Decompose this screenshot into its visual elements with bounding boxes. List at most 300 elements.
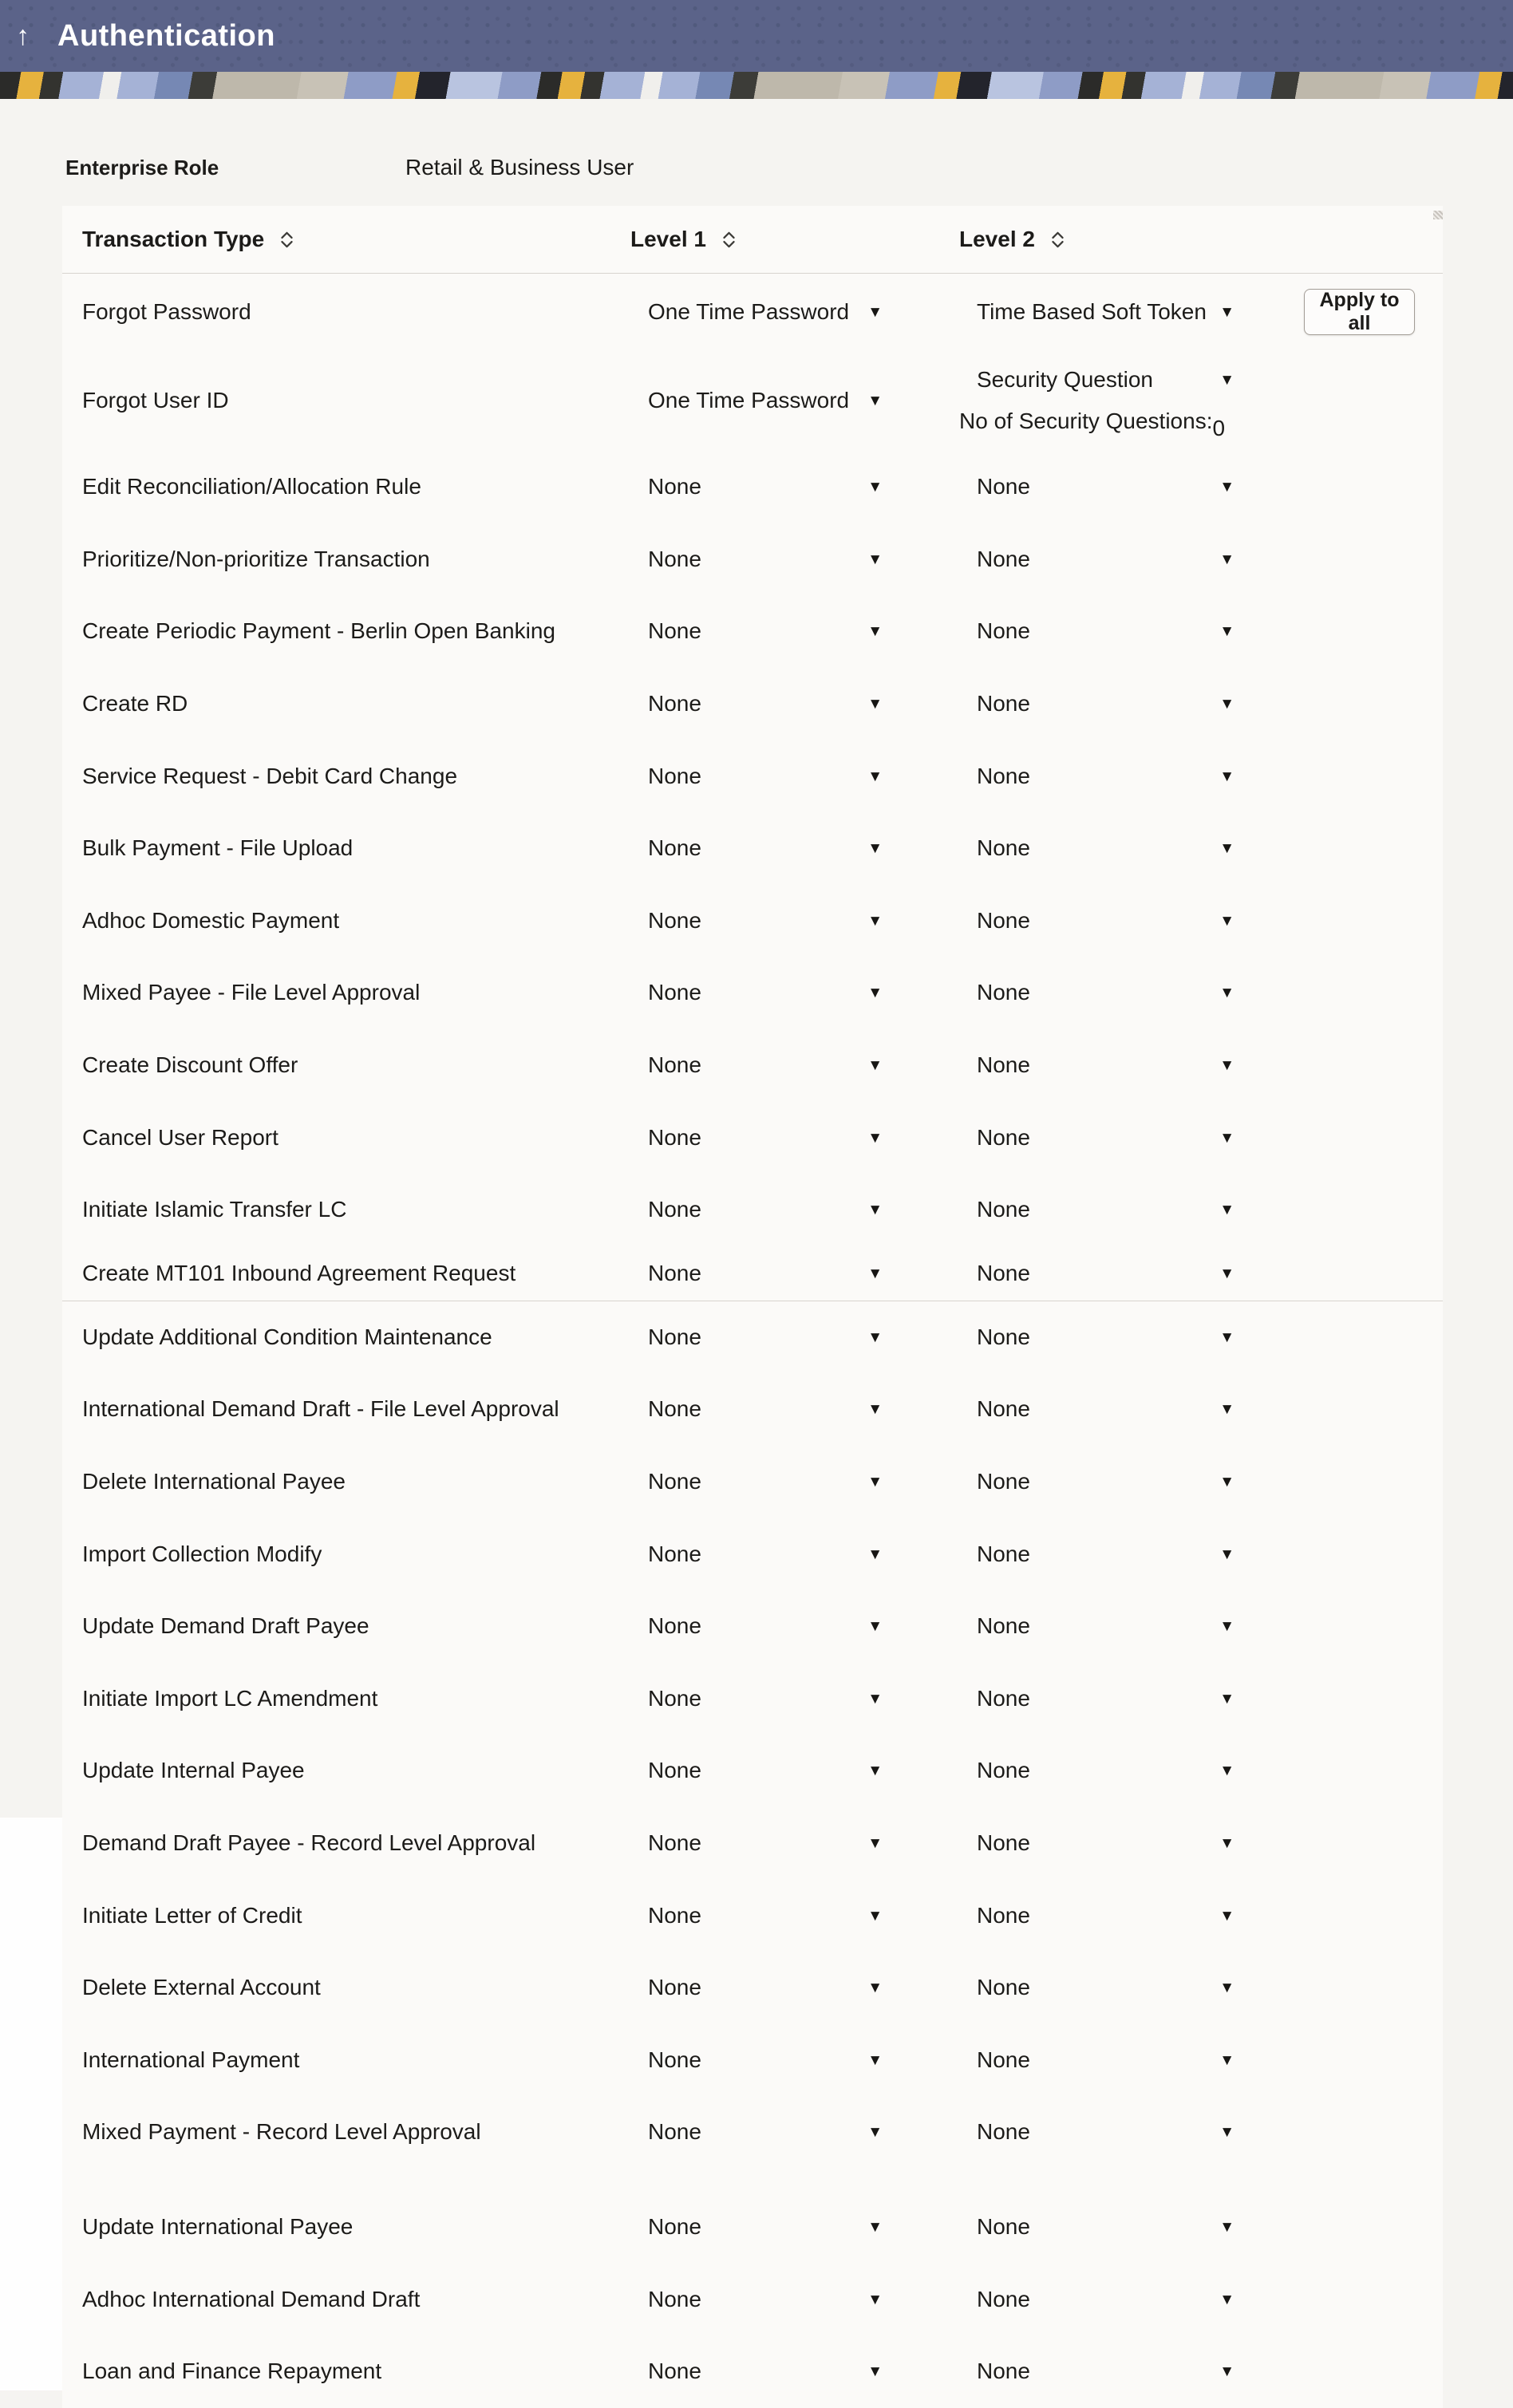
level2-dropdown-value: None <box>977 1124 1030 1150</box>
level1-dropdown[interactable] <box>630 1903 887 1928</box>
level1-dropdown[interactable] <box>630 618 887 644</box>
row-action-cell <box>1304 289 1415 335</box>
level2-dropdown[interactable] <box>959 2119 1239 2145</box>
table-row <box>62 885 1443 957</box>
level1-dropdown[interactable] <box>630 1197 887 1222</box>
level1-cell <box>630 2359 887 2384</box>
level1-dropdown-value: None <box>648 1052 701 1078</box>
transaction-type-cell: Update Demand Draft Payee <box>82 1613 369 1639</box>
dropdown-arrow-icon: ▼ <box>867 2363 883 2381</box>
transaction-type-cell: Initiate Letter of Credit <box>82 1902 302 1928</box>
level1-dropdown-value: None <box>648 835 701 861</box>
level1-dropdown-value: None <box>648 1830 701 1855</box>
level1-cell <box>630 1396 887 1422</box>
dropdown-arrow-icon: ▼ <box>867 912 883 930</box>
column-header-level2[interactable]: Level 2 <box>959 227 1239 252</box>
level2-dropdown[interactable] <box>959 1125 1239 1151</box>
table-row <box>62 1518 1443 1590</box>
dropdown-arrow-icon: ▼ <box>867 1907 883 1924</box>
level2-dropdown-value: None <box>977 691 1030 716</box>
level1-cell <box>630 1261 887 1286</box>
level2-dropdown[interactable] <box>959 2287 1239 2312</box>
level1-dropdown[interactable] <box>630 1830 887 1856</box>
table-row <box>62 1373 1443 1446</box>
table-row <box>62 350 1443 451</box>
enterprise-role-value: Retail & Business User <box>405 155 634 180</box>
level1-cell <box>630 980 887 1005</box>
table-row <box>62 1029 1443 1102</box>
transaction-type-cell: Edit Reconciliation/Allocation Rule <box>82 474 421 499</box>
level1-cell <box>630 547 887 572</box>
level1-cell <box>630 2287 887 2312</box>
level1-cell <box>630 1758 887 1783</box>
level2-dropdown[interactable] <box>959 908 1239 934</box>
level1-dropdown-value: None <box>648 907 701 933</box>
level2-dropdown-value: None <box>977 1324 1030 1349</box>
level2-dropdown-value: None <box>977 1685 1030 1711</box>
dropdown-arrow-icon: ▼ <box>1219 1545 1234 1563</box>
dropdown-arrow-icon: ▼ <box>867 1265 883 1282</box>
level1-cell <box>630 1613 887 1639</box>
level2-cell <box>959 299 1239 325</box>
level2-dropdown[interactable] <box>959 1613 1239 1639</box>
level2-dropdown-value: None <box>977 2359 1030 2384</box>
level1-dropdown-value: None <box>648 980 701 1005</box>
level2-dropdown[interactable] <box>959 1396 1239 1422</box>
level2-dropdown-value: None <box>977 1541 1030 1566</box>
level2-cell <box>959 1613 1239 1639</box>
level2-cell <box>959 1686 1239 1711</box>
transaction-type-cell: Adhoc International Demand Draft <box>82 2286 421 2311</box>
level1-cell <box>630 1903 887 1928</box>
page-title: Authentication <box>57 18 275 53</box>
level2-dropdown[interactable] <box>959 691 1239 716</box>
level1-dropdown-value: One Time Password <box>648 299 850 324</box>
level1-dropdown-value: None <box>648 618 701 644</box>
level2-cell <box>959 2359 1239 2384</box>
dropdown-arrow-icon: ▼ <box>867 1057 883 1075</box>
dropdown-arrow-icon: ▼ <box>867 840 883 858</box>
dropdown-arrow-icon: ▼ <box>1219 1907 1234 1924</box>
level2-cell <box>959 835 1239 861</box>
dropdown-arrow-icon: ▼ <box>1219 1129 1234 1147</box>
level2-dropdown-value: None <box>977 1197 1030 1222</box>
level1-dropdown-value: None <box>648 1396 701 1422</box>
dropdown-arrow-icon: ▼ <box>1219 840 1234 858</box>
security-questions-count[interactable]: 0 <box>1212 416 1226 440</box>
dropdown-arrow-icon: ▼ <box>867 304 883 321</box>
level1-cell <box>630 1975 887 2000</box>
level1-dropdown-value: None <box>648 1975 701 2000</box>
table-row <box>62 2263 1443 2335</box>
dropdown-arrow-icon: ▼ <box>867 1202 883 1219</box>
level1-dropdown[interactable] <box>630 2214 887 2240</box>
level1-dropdown[interactable] <box>630 835 887 861</box>
dropdown-arrow-icon: ▼ <box>867 623 883 641</box>
level2-dropdown-value: Security Question <box>977 367 1153 392</box>
security-questions-line <box>959 409 1239 440</box>
level1-cell <box>630 1324 887 1350</box>
level1-dropdown[interactable] <box>630 474 887 499</box>
level2-cell <box>959 547 1239 572</box>
level2-dropdown[interactable] <box>959 1197 1239 1222</box>
dropdown-arrow-icon: ▼ <box>1219 2124 1234 2142</box>
level2-dropdown[interactable] <box>959 1052 1239 1078</box>
dropdown-arrow-icon: ▼ <box>867 985 883 1002</box>
table-row <box>62 451 1443 523</box>
level2-cell <box>959 618 1239 644</box>
dropdown-arrow-icon: ▼ <box>1219 1328 1234 1346</box>
level1-dropdown[interactable] <box>630 2359 887 2384</box>
level1-dropdown[interactable] <box>630 691 887 716</box>
level1-dropdown-value: None <box>648 1613 701 1639</box>
level1-cell <box>630 388 887 413</box>
transaction-type-cell: Mixed Payee - File Level Approval <box>82 980 421 1005</box>
transaction-type-cell: Create Periodic Payment - Berlin Open Banking <box>82 618 555 644</box>
level2-cell <box>959 2119 1239 2145</box>
dropdown-arrow-icon: ▼ <box>1219 551 1234 568</box>
table-row <box>62 523 1443 596</box>
level2-dropdown[interactable] <box>959 2359 1239 2384</box>
dropdown-arrow-icon: ▼ <box>867 2291 883 2308</box>
transaction-type-cell: Adhoc Domestic Payment <box>82 907 340 933</box>
level2-dropdown-value: None <box>977 2047 1030 2072</box>
level2-cell <box>959 367 1239 440</box>
transaction-type-cell: Create RD <box>82 691 188 716</box>
level1-dropdown-value: None <box>648 474 701 499</box>
level1-dropdown[interactable] <box>630 1686 887 1711</box>
table-row <box>62 740 1443 812</box>
dropdown-arrow-icon: ▼ <box>867 2124 883 2142</box>
level1-dropdown[interactable] <box>630 1052 887 1078</box>
level2-dropdown[interactable] <box>959 1469 1239 1494</box>
level2-cell <box>959 1542 1239 1567</box>
level1-dropdown-value: None <box>648 1685 701 1711</box>
dropdown-arrow-icon: ▼ <box>1219 696 1234 713</box>
level1-cell <box>630 2119 887 2145</box>
dropdown-arrow-icon: ▼ <box>867 393 883 409</box>
level2-cell <box>959 764 1239 789</box>
level1-dropdown[interactable] <box>630 299 887 325</box>
decorative-collage-strip <box>0 72 1513 99</box>
table-header-row <box>62 206 1443 274</box>
level1-dropdown-value: None <box>648 2047 701 2072</box>
level1-dropdown[interactable] <box>630 388 887 413</box>
level2-dropdown-value: None <box>977 1902 1030 1928</box>
table-row <box>62 274 1443 350</box>
level2-dropdown-value: None <box>977 2213 1030 2239</box>
table-row <box>62 1663 1443 1735</box>
level2-cell <box>959 1052 1239 1078</box>
level2-cell <box>959 1261 1239 1286</box>
level1-dropdown-value: None <box>648 2359 701 2384</box>
level2-dropdown[interactable] <box>959 1903 1239 1928</box>
dropdown-arrow-icon: ▼ <box>867 551 883 568</box>
table-row <box>62 1735 1443 1807</box>
level1-cell <box>630 1125 887 1151</box>
level2-cell <box>959 691 1239 716</box>
dropdown-arrow-icon: ▼ <box>1219 912 1234 930</box>
level2-cell <box>959 1469 1239 1494</box>
level2-dropdown-value: Time Based Soft Token <box>977 299 1207 324</box>
level1-dropdown[interactable] <box>630 2287 887 2312</box>
level2-dropdown[interactable] <box>959 1542 1239 1567</box>
back-up-arrow-icon[interactable]: ↑ <box>16 21 30 51</box>
level1-cell <box>630 474 887 499</box>
level2-dropdown-value: None <box>977 1758 1030 1783</box>
level2-dropdown-value: None <box>977 1830 1030 1855</box>
level1-dropdown-value: None <box>648 1758 701 1783</box>
dropdown-arrow-icon: ▼ <box>1219 479 1234 496</box>
level1-dropdown-value: None <box>648 2286 701 2311</box>
table-row <box>62 1301 1443 1374</box>
table-row <box>62 1879 1443 1952</box>
dropdown-arrow-icon: ▼ <box>1219 1474 1234 1491</box>
level2-cell <box>959 474 1239 499</box>
page-header-banner <box>0 0 1513 72</box>
level1-dropdown[interactable] <box>630 1613 887 1639</box>
level2-dropdown-value: None <box>977 1260 1030 1285</box>
level2-cell <box>959 1830 1239 1856</box>
transaction-type-cell: Import Collection Modify <box>82 1541 322 1566</box>
table-row <box>62 1446 1443 1518</box>
level2-cell <box>959 1975 1239 2000</box>
dropdown-arrow-icon: ▼ <box>867 1980 883 1997</box>
table-row <box>62 1807 1443 1880</box>
dropdown-arrow-icon: ▼ <box>1219 1265 1234 1282</box>
level1-cell <box>630 1052 887 1078</box>
level2-dropdown[interactable] <box>959 1758 1239 1783</box>
security-questions-label: No of Security Questions: <box>959 409 1213 433</box>
level2-dropdown-value: None <box>977 546 1030 571</box>
enterprise-role-label: Enterprise Role <box>65 155 219 180</box>
level1-dropdown[interactable] <box>630 980 887 1005</box>
level2-dropdown-value: None <box>977 1052 1030 1078</box>
dropdown-arrow-icon: ▼ <box>1219 2051 1234 2069</box>
level1-dropdown[interactable] <box>630 547 887 572</box>
level2-cell <box>959 2214 1239 2240</box>
level2-dropdown[interactable] <box>959 1324 1239 1350</box>
table-row <box>62 668 1443 740</box>
level1-dropdown[interactable] <box>630 908 887 934</box>
level2-cell <box>959 2287 1239 2312</box>
dropdown-arrow-icon: ▼ <box>1219 1057 1234 1075</box>
level2-dropdown[interactable] <box>959 764 1239 789</box>
dropdown-arrow-icon: ▼ <box>1219 1980 1234 1997</box>
level2-dropdown[interactable] <box>959 980 1239 1005</box>
level1-dropdown[interactable] <box>630 1125 887 1151</box>
level2-dropdown-value: None <box>977 835 1030 861</box>
transaction-type-cell: Update Additional Condition Maintenance <box>82 1324 492 1349</box>
level2-dropdown-value: None <box>977 474 1030 499</box>
level2-cell <box>959 1324 1239 1350</box>
level2-dropdown-value: None <box>977 1469 1030 1494</box>
level1-cell <box>630 835 887 861</box>
dropdown-arrow-icon: ▼ <box>1219 2363 1234 2381</box>
level2-dropdown-value: None <box>977 980 1030 1005</box>
transaction-type-cell: Initiate Import LC Amendment <box>82 1685 378 1711</box>
transaction-type-cell: Delete External Account <box>82 1975 321 2000</box>
level1-cell <box>630 2214 887 2240</box>
level1-dropdown-value: None <box>648 1197 701 1222</box>
scrollbar-grip[interactable] <box>1433 211 1443 219</box>
dropdown-arrow-icon: ▼ <box>867 1834 883 1852</box>
level2-dropdown-value: None <box>977 2286 1030 2311</box>
level2-dropdown[interactable] <box>959 1686 1239 1711</box>
transaction-type-cell: Forgot User ID <box>82 388 229 413</box>
level1-dropdown-value: None <box>648 2213 701 2239</box>
table-row <box>62 1174 1443 1246</box>
level1-dropdown-value: None <box>648 1260 701 1285</box>
level2-dropdown[interactable] <box>959 2214 1239 2240</box>
dropdown-arrow-icon: ▼ <box>867 2051 883 2069</box>
dropdown-arrow-icon: ▼ <box>1219 1401 1234 1419</box>
dropdown-arrow-icon: ▼ <box>1219 304 1234 321</box>
level2-dropdown[interactable] <box>959 367 1239 393</box>
transaction-type-cell: Update International Payee <box>82 2213 354 2239</box>
table-row <box>62 1101 1443 1174</box>
level2-dropdown[interactable] <box>959 299 1239 325</box>
level2-dropdown[interactable] <box>959 835 1239 861</box>
level1-cell <box>630 908 887 934</box>
transaction-type-cell: Delete International Payee <box>82 1469 346 1494</box>
level1-cell <box>630 691 887 716</box>
dropdown-arrow-icon: ▼ <box>867 1129 883 1147</box>
dropdown-arrow-icon: ▼ <box>867 1328 883 1346</box>
level2-dropdown[interactable] <box>959 1975 1239 2000</box>
dropdown-arrow-icon: ▼ <box>1219 768 1234 785</box>
transaction-type-cell: Cancel User Report <box>82 1124 279 1150</box>
table-row <box>62 2191 1443 2264</box>
level1-dropdown[interactable] <box>630 1542 887 1567</box>
table-row <box>62 595 1443 668</box>
table-body <box>62 274 1443 2407</box>
column-header-level1[interactable]: Level 1 <box>630 227 887 252</box>
level1-cell <box>630 1197 887 1222</box>
left-gutter-white-panel <box>0 1818 62 2390</box>
dropdown-arrow-icon: ▼ <box>1219 1763 1234 1780</box>
level1-dropdown-value: None <box>648 691 701 716</box>
table-row <box>62 1952 1443 2024</box>
transaction-type-cell: Forgot Password <box>82 299 251 324</box>
level2-dropdown-value: None <box>977 618 1030 644</box>
level1-dropdown[interactable] <box>630 1975 887 2000</box>
level1-dropdown[interactable] <box>630 1324 887 1350</box>
dropdown-arrow-icon: ▼ <box>867 479 883 496</box>
apply-to-all-button[interactable]: Apply to all <box>1304 289 1415 335</box>
authentication-table-card <box>62 206 1443 2408</box>
sort-icon[interactable] <box>1050 231 1065 249</box>
dropdown-arrow-icon: ▼ <box>1219 1202 1234 1219</box>
table-row <box>62 2335 1443 2408</box>
level2-dropdown[interactable] <box>959 2047 1239 2073</box>
level2-dropdown-value: None <box>977 2119 1030 2145</box>
level1-dropdown-value: None <box>648 1541 701 1566</box>
dropdown-arrow-icon: ▼ <box>867 2218 883 2236</box>
level1-dropdown-value: None <box>648 1124 701 1150</box>
level1-dropdown-value: None <box>648 1902 701 1928</box>
dropdown-arrow-icon: ▼ <box>1219 1690 1234 1707</box>
dropdown-arrow-icon: ▼ <box>867 1474 883 1491</box>
level2-dropdown-value: None <box>977 907 1030 933</box>
level2-cell <box>959 2047 1239 2073</box>
dropdown-arrow-icon: ▼ <box>867 696 883 713</box>
level1-dropdown[interactable] <box>630 2047 887 2073</box>
level1-dropdown-value: None <box>648 1324 701 1349</box>
dropdown-arrow-icon: ▼ <box>1219 623 1234 641</box>
level2-cell <box>959 1197 1239 1222</box>
level2-dropdown-value: None <box>977 1613 1030 1639</box>
dropdown-arrow-icon: ▼ <box>867 1763 883 1780</box>
table-row <box>62 2096 1443 2169</box>
table-row <box>62 957 1443 1029</box>
level2-dropdown[interactable] <box>959 474 1239 499</box>
level1-dropdown[interactable] <box>630 2119 887 2145</box>
level2-cell <box>959 1903 1239 1928</box>
table-row <box>62 1246 1443 1301</box>
level2-dropdown[interactable] <box>959 1830 1239 1856</box>
level2-cell <box>959 1396 1239 1422</box>
level1-dropdown[interactable] <box>630 1758 887 1783</box>
level2-dropdown[interactable] <box>959 618 1239 644</box>
transaction-type-cell: Prioritize/Non-prioritize Transaction <box>82 546 430 571</box>
dropdown-arrow-icon: ▼ <box>867 1690 883 1707</box>
dropdown-arrow-icon: ▼ <box>1219 2218 1234 2236</box>
transaction-type-cell: Service Request - Debit Card Change <box>82 763 458 788</box>
table-row <box>62 1590 1443 1663</box>
level1-dropdown-value: None <box>648 546 701 571</box>
sort-icon[interactable] <box>721 231 737 249</box>
level1-cell <box>630 299 887 325</box>
level2-dropdown[interactable] <box>959 547 1239 572</box>
dropdown-arrow-icon: ▼ <box>1219 372 1234 389</box>
level1-dropdown[interactable] <box>630 764 887 789</box>
level1-dropdown[interactable] <box>630 1469 887 1494</box>
transaction-type-cell: Demand Draft Payee - Record Level Approval <box>82 1830 536 1855</box>
level1-cell <box>630 1830 887 1856</box>
transaction-type-cell: Create Discount Offer <box>82 1052 298 1078</box>
level1-dropdown-value: One Time Password <box>648 388 850 413</box>
level1-cell <box>630 1686 887 1711</box>
dropdown-arrow-icon: ▼ <box>1219 1618 1234 1636</box>
transaction-type-cell: Bulk Payment - File Upload <box>82 835 354 861</box>
level1-dropdown[interactable] <box>630 1261 887 1286</box>
dropdown-arrow-icon: ▼ <box>1219 985 1234 1002</box>
transaction-type-cell: International Payment <box>82 2047 300 2072</box>
level2-dropdown-value: None <box>977 1975 1030 2000</box>
transaction-type-cell: Mixed Payment - Record Level Approval <box>82 2119 481 2145</box>
dropdown-arrow-icon: ▼ <box>867 1401 883 1419</box>
level2-dropdown[interactable] <box>959 1261 1239 1286</box>
level2-dropdown-value: None <box>977 763 1030 788</box>
level1-cell <box>630 764 887 789</box>
level1-cell <box>630 1542 887 1567</box>
table-row <box>62 2023 1443 2096</box>
level1-cell <box>630 2047 887 2073</box>
level2-cell <box>959 908 1239 934</box>
transaction-type-cell: Update Internal Payee <box>82 1758 305 1783</box>
level1-dropdown[interactable] <box>630 1396 887 1422</box>
enterprise-role-row <box>65 152 634 184</box>
transaction-type-cell: Initiate Islamic Transfer LC <box>82 1197 347 1222</box>
sort-icon[interactable] <box>279 231 294 249</box>
transaction-type-cell: Create MT101 Inbound Agreement Request <box>82 1260 516 1285</box>
level2-cell <box>959 1125 1239 1151</box>
column-header-transaction-type[interactable]: Transaction Type <box>82 227 630 252</box>
dropdown-arrow-icon: ▼ <box>867 1545 883 1563</box>
level2-cell <box>959 980 1239 1005</box>
level1-dropdown-value: None <box>648 1469 701 1494</box>
